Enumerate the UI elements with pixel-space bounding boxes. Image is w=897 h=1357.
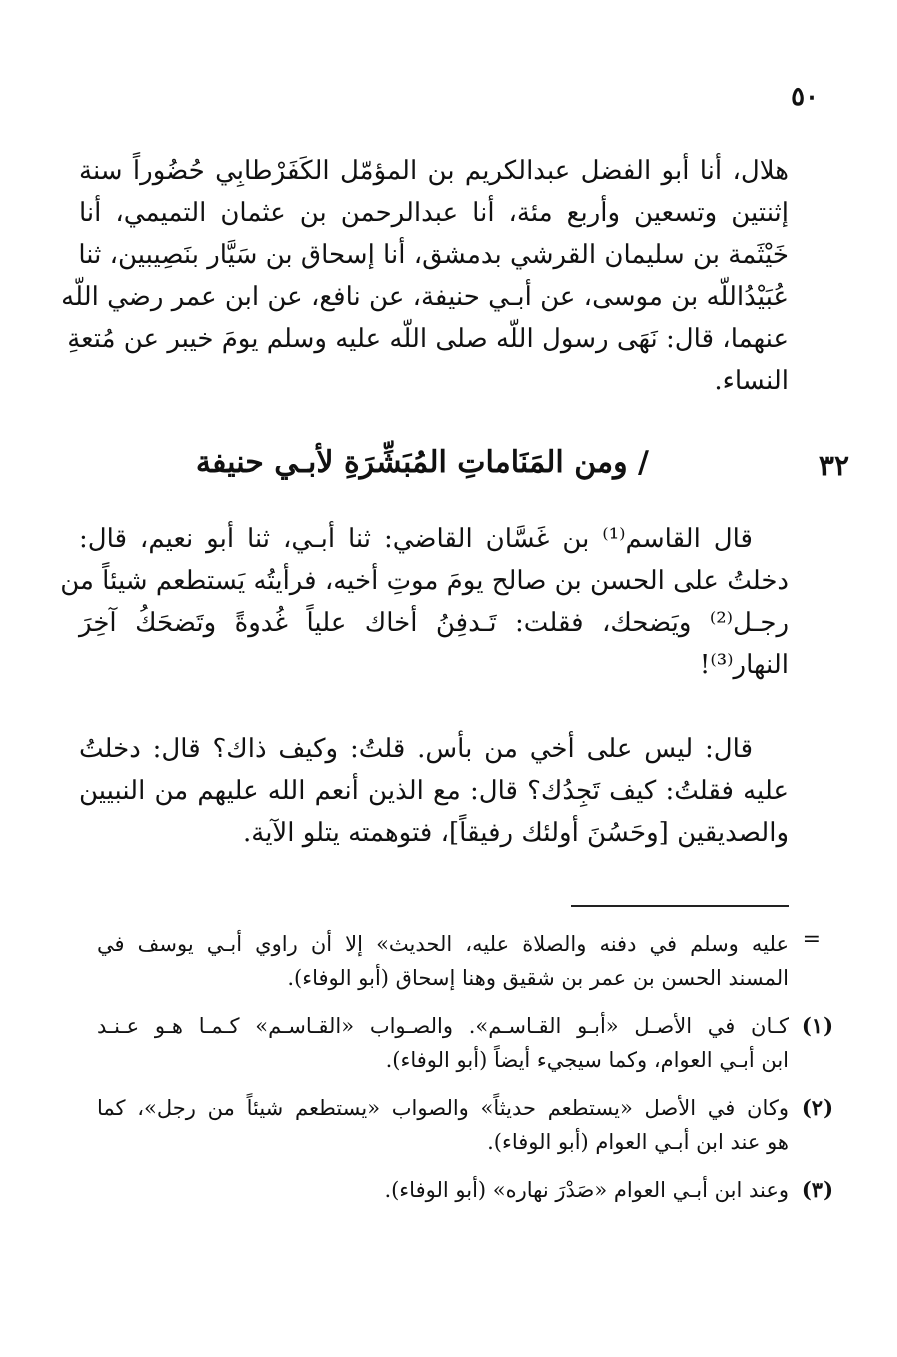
text-line: النساء. [714,366,789,396]
footnote-continuation [97,927,821,995]
paragraph-dream-narrative [60,518,789,686]
margin-page-marker: ٣٢ [818,449,849,482]
page-number: ٥٠ [791,82,819,112]
footnote-marker: (١) [801,1013,833,1038]
text-line: قال القاسم⁽¹⁾ بن غَسَّان القاضي: ثنا أبـي، ثنا أبو نعيم، قال: [79,524,753,554]
text-line: عنهما، قال: نَهَى رسول اللّه صلى اللّه عليه وسلم يومَ خيبر عن مُتعةِ [67,324,789,354]
footnote-line: وكان في الأصل «يستطعم حديثاً» والصواب «يستطعم شيئاً من رجل»، كما [97,1096,789,1120]
footnotes-list [97,927,833,1221]
footnote-2 [97,1091,833,1159]
footnote-line: المسند الحسن بن عمر بن شقيق وهنا إسحاق (أبو الوفاء). [287,966,789,990]
text-line: إثنتين وتسعين وأربع مئة، أنا عبدالرحمن بن عثمان التميمي، أنا [79,198,789,228]
footnote-line: وعند ابن أبـي العوام «صَدْرَ نهاره» (أبو الوفاء). [384,1178,789,1202]
footnote-line: عليه وسلم في دفنه والصلاة عليه، الحديث» إلا أن راوي أبـي يوسف في [97,932,789,956]
paragraph-isnad [61,150,789,402]
text-line: رجـل⁽²⁾ ويَضحك، فقلت: تَـدفِنُ أخاك علياً غُدوةً وتَضحَكُ آخِرَ [79,608,789,638]
footnote-marker: (٢) [801,1095,833,1120]
text-line: هلال، أنا أبو الفضل عبدالكريم بن المؤمّل الكَفَرْطابِي حُضُوراً سنة [79,156,789,186]
text-line: عليه فقلتُ: كيف تَجِدُك؟ قال: مع الذين أنعم الله عليهم من النبيين [79,776,789,806]
text-line: خَيْثَمة بن سليمان القرشي بدمشق، أنا إسحاق بن سَيَّار بنَصِيبين، ثنا [78,240,789,270]
continuation-mark: = [802,927,821,952]
footnote-3 [97,1173,833,1207]
section-heading: / ومن المَنَاماتِ المُبَشِّرَةِ لأبـي حنيفة [195,445,649,480]
text-line: عُبَيْدُاللّه بن موسى، عن أبـي حنيفة، عن نافع، عن ابن عمر رضي اللّه [61,282,789,312]
footnote-1 [97,1009,833,1077]
footnote-line: ابن أبـي العوام، وكما سيجيء أيضاً (أبو الوفاء). [385,1048,789,1072]
footnote-divider [571,905,789,907]
footnote-line: هو عند ابن أبـي العوام (أبو الوفاء). [487,1130,789,1154]
text-line: دخلتُ على الحسن بن صالح يومَ موتِ أخيه، فرأيتُه يَستطعم شيئاً من [60,566,789,596]
footnote-marker: (٣) [801,1177,833,1202]
section-heading-row [0,445,897,495]
text-line: قال: ليس على أخي من بأس. قلتُ: وكيف ذاك؟ قال: دخلتُ [79,734,753,764]
text-line: النهار⁽³⁾! [699,650,789,680]
footnote-line: كـان في الأصـل «أبـو القـاسـم». والصـواب «القـاسـم» كـمـا هـو عـنـد [97,1014,789,1038]
text-line: والصديقين [وحَسُنَ أولئك رفيقاً]، فتوهمته يتلو الآية. [242,818,789,848]
paragraph-dream-dialogue [79,728,789,854]
